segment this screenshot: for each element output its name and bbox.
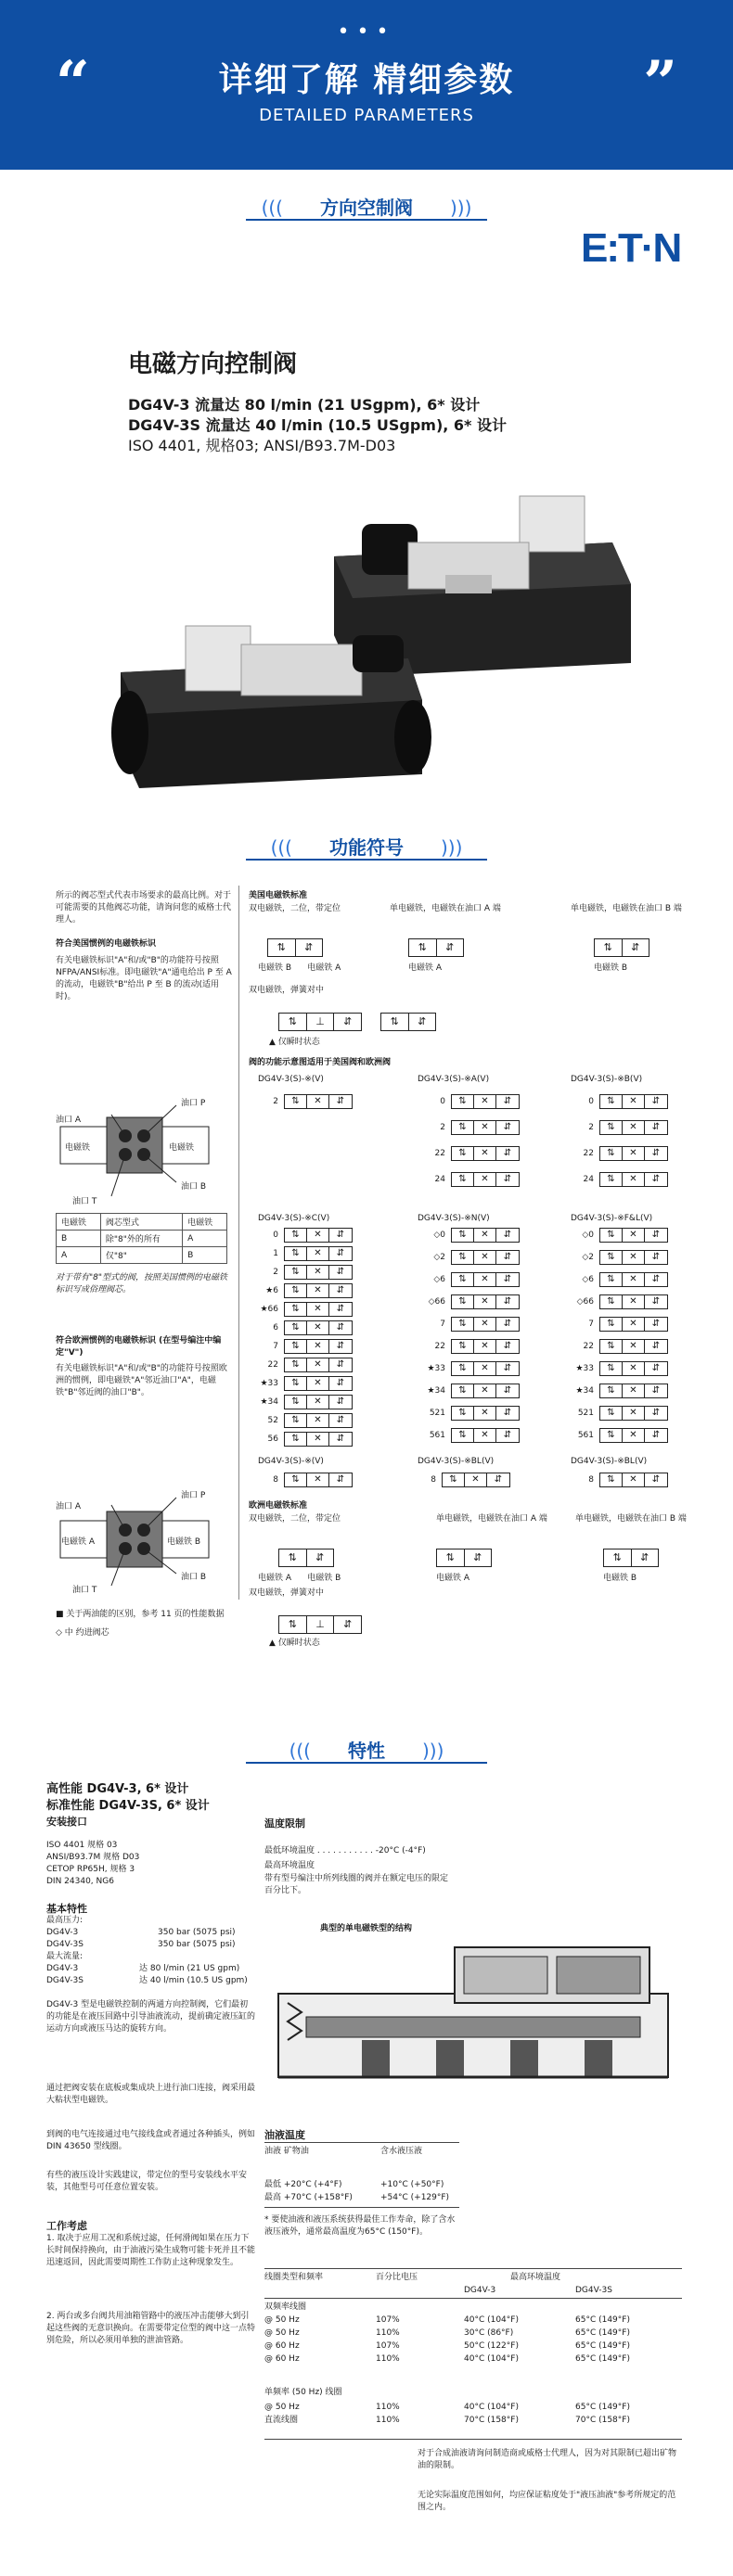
spool-symbol: ⇅ ✕ ⇵ — [451, 1146, 520, 1161]
std-3: CETOP RP65H, 规格 3 — [46, 1865, 135, 1874]
label-solenoid-2: 电磁铁 — [169, 1143, 195, 1153]
symbol-dual-spring-b: ⇅ ⇵ — [380, 1013, 436, 1031]
spool-row — [418, 1406, 520, 1421]
spool-code: 2 — [273, 1097, 278, 1106]
eu-dual-spring-label: 双电磁铁，弹簧对中 — [249, 1588, 325, 1598]
section-underline — [246, 219, 487, 221]
spool-symbol: ⇅ ✕ ⇵ — [599, 1339, 668, 1354]
spool-symbol: ⇅ ✕ ⇵ — [599, 1120, 668, 1135]
spool-symbol: ⇅ ✕ ⇵ — [284, 1320, 353, 1335]
coil-table-cell: 110% — [376, 2328, 400, 2338]
eu-single-a-sol: 电磁铁 A — [436, 1574, 470, 1583]
section-title-symbols: ((( 功能符号 ))) — [270, 836, 463, 859]
coil-table-cell: 70°C (158°F) — [575, 2416, 630, 2425]
coil-table-cell: 40°C (104°F) — [464, 2403, 519, 2412]
spool-row — [418, 1317, 520, 1332]
spool-code: ◇2 — [433, 1253, 445, 1262]
divider — [264, 2298, 682, 2299]
col-header-9: DG4V-3(S)-※BL(V) — [571, 1457, 648, 1466]
func-intro: 所示的阀芯型式代表市场要求的最高比例。对于可能需要的其他阀芯功能，请询问您的威格士代理人。 — [56, 891, 232, 925]
divider — [264, 2439, 682, 2440]
spool-code: ★34 — [260, 1397, 278, 1407]
coil-table-cell: 30°C (86°F) — [464, 2328, 514, 2338]
label-solenoid-1: 电磁铁 — [65, 1143, 91, 1153]
dual-spring-label: 双电磁铁，弹簧对中 — [249, 986, 325, 995]
col-header-2: DG4V-3(S)-※A(V) — [418, 1075, 490, 1084]
spool-code: 561 — [577, 1431, 594, 1440]
spool-symbol: ⇅ ✕ ⇵ — [451, 1384, 520, 1398]
divider — [264, 2268, 682, 2269]
spool-code: 521 — [429, 1409, 445, 1418]
flow-2-model: DG4V-3S — [46, 1976, 84, 1985]
spool-row — [566, 1428, 668, 1443]
pressure-2-value: 350 bar (5075 psi) — [158, 1940, 236, 1949]
cutaway-title: 典型的单电磁铁型的结构 — [320, 1924, 413, 1933]
spool-row — [566, 1361, 668, 1376]
spool-row — [251, 1228, 353, 1243]
eu-symbol-single-b: ⇅ ⇵ — [603, 1549, 659, 1567]
spool-row — [251, 1302, 353, 1317]
flow-2-value: 达 40 l/min (10.5 US gpm) — [139, 1976, 248, 1985]
oil-title: 油液温度 — [264, 2129, 305, 2141]
label-port-p: 油口 P — [181, 1491, 206, 1500]
max-flow-label: 最大流量: — [46, 1952, 84, 1961]
product-line-3: ISO 4401, 规格03; ANSI/B93.7M-D03 — [128, 437, 396, 454]
spool-symbol: ⇅ ✕ ⇵ — [284, 1228, 353, 1243]
dual-freq-label: 双频率线圈 — [264, 2302, 307, 2312]
desc-4: 有些的液压设计实践建议，带定位的型号安装线水平安装，其他型号可任意位置安装。 — [46, 2171, 248, 2192]
spool-symbol: ⇅ ✕ ⇵ — [442, 1473, 510, 1487]
label-port-p: 油口 P — [181, 1099, 206, 1108]
coil-table-cell: 40°C (104°F) — [464, 2354, 519, 2364]
coil-table-cell: 65°C (149°F) — [575, 2354, 630, 2364]
spool-row — [418, 1094, 520, 1109]
pressure-1-model: DG4V-3 — [46, 1928, 79, 1937]
col-header-8: DG4V-3(S)-※BL(V) — [418, 1457, 495, 1466]
spool-symbol: ⇅ ✕ ⇵ — [284, 1358, 353, 1372]
spool-code: 56 — [267, 1435, 278, 1444]
col-header-7: DG4V-3(S)-※(V) — [258, 1457, 324, 1466]
spool-row — [566, 1094, 668, 1109]
us-title: 符合美国惯例的电磁铁标识 — [56, 939, 157, 949]
product-photo — [93, 487, 649, 793]
symbol-single-a: ⇅ ⇵ — [408, 938, 464, 957]
eu-single-b-sol: 电磁铁 B — [603, 1574, 637, 1583]
label-port-b: 油口 B — [181, 1182, 207, 1192]
spool-row — [251, 1358, 353, 1372]
spool-row — [251, 1265, 353, 1280]
spool-row — [418, 1361, 520, 1376]
spool-code: ★33 — [575, 1364, 594, 1373]
spool-code: 0 — [273, 1231, 278, 1240]
spool-symbol: ⇅ ✕ ⇵ — [451, 1250, 520, 1265]
end-note-1: 对于合成油液请询问制造商或威格士代理人，因为对其限制已超出矿物油的限制。 — [418, 2449, 677, 2470]
spool-row — [251, 1094, 353, 1109]
coil-table-cell: 直流线圈 — [264, 2416, 299, 2425]
install-title: 安装接口 — [46, 1816, 87, 1828]
us-std-title: 美国电磁铁标准 — [249, 891, 308, 900]
std-1: ISO 4401 规格 03 — [46, 1841, 118, 1850]
work-1: 1. 取决于应用工况和系统过滤，任何滑阀如果在压力下长时间保持换向，由于油液污染生成物可能卡死并且不能迅速返回，因此需要周期性工作防止这种现象发生。 — [46, 2234, 256, 2267]
basic-title: 基本特性 — [46, 1903, 87, 1915]
oil-min: 最低 +20°C (+4°F) — [264, 2180, 342, 2189]
spool-symbol: ⇅ ✕ ⇵ — [284, 1413, 353, 1428]
oil-header-2: 含水液压液 — [380, 2147, 423, 2156]
spool-symbol: ⇅ ✕ ⇵ — [284, 1246, 353, 1261]
spool-row — [566, 1339, 668, 1354]
pct-header: 百分比电压 — [376, 2273, 418, 2282]
spool-row — [418, 1228, 520, 1243]
spool-code: ★34 — [575, 1386, 594, 1396]
spool-row — [418, 1339, 520, 1354]
dg4v3-header: DG4V-3 — [464, 2286, 496, 2295]
eu-single-b-label: 单电磁铁，电磁铁在油口 B 端 — [575, 1514, 687, 1524]
single-freq-label: 单频率 (50 Hz) 线圈 — [264, 2388, 342, 2397]
single-b-label: 单电磁铁，电磁铁在油口 B 端 — [571, 904, 682, 913]
spool-symbol: ⇅ ✕ ⇵ — [599, 1384, 668, 1398]
eu-std-title: 欧洲电磁铁标准 — [249, 1501, 308, 1511]
std-4: DIN 24340, NG6 — [46, 1877, 114, 1886]
spool-row — [251, 1246, 353, 1261]
spool-symbol: ⇅ ✕ ⇵ — [284, 1265, 353, 1280]
spool-symbol: ⇅ ✕ ⇵ — [451, 1228, 520, 1243]
spool-row — [418, 1428, 520, 1443]
max-ambient: 最高环境温度 — [264, 1861, 315, 1870]
eu-title: 符合欧洲惯例的电磁铁标识 (在型号编注中编定"V") — [56, 1336, 222, 1358]
product-line-2: DG4V-3S 流量达 40 l/min (10.5 USgpm), 6* 设计 — [128, 416, 507, 434]
spool-symbol: ⇅ ✕ ⇵ — [284, 1094, 353, 1109]
label-port-a: 油口 A — [56, 1116, 82, 1125]
spool-row — [251, 1432, 353, 1447]
spool-code: ◇6 — [433, 1275, 445, 1284]
eu-symbol-dual-spring: ⇅ ⊥ ⇵ — [278, 1615, 362, 1634]
eu-symbol-single-a: ⇅ ⇵ — [436, 1549, 492, 1567]
spool-symbol: ⇅ ✕ ⇵ — [451, 1120, 520, 1135]
desc-1: DG4V-3 型是电磁铁控制的两通方向控制阀，它们最初的功能是在液压回路中引导油液流动，提前确定液压缸的运动方向或液压马达的旋转方向。 — [46, 2000, 256, 2034]
label-solenoid-b: 电磁铁 B — [167, 1537, 201, 1547]
oil-min-2: +10°C (+50°F) — [380, 2180, 444, 2189]
spool-symbol: ⇅ ✕ ⇵ — [284, 1302, 353, 1317]
divider — [264, 2207, 459, 2208]
spool-note: 阀的功能示意图适用于美国阀和欧洲阀 — [249, 1058, 392, 1067]
section-title-valve: ((( 方向空制阀 ))) — [261, 197, 472, 219]
spool-symbol: ⇅ ✕ ⇵ — [451, 1172, 520, 1187]
spool-code: ◇0 — [582, 1231, 594, 1240]
spool-row — [251, 1473, 353, 1487]
spool-symbol: ⇅ ✕ ⇵ — [451, 1094, 520, 1109]
spool-code: ◇6 — [582, 1275, 594, 1284]
spool-code: 2 — [273, 1268, 278, 1277]
spool-row — [566, 1384, 668, 1398]
coil-table-cell: 65°C (149°F) — [575, 2403, 630, 2412]
spool-code: 2 — [440, 1123, 445, 1132]
note-ports: ■ 关于两油能的区别，参考 11 页的性能数据 — [56, 1610, 225, 1619]
spool-row — [251, 1395, 353, 1409]
quote-right-icon: ” — [643, 48, 677, 118]
spool-row — [566, 1146, 668, 1161]
work-2: 2. 两台或多台阀共用油箱管路中的液压冲击能够大到引起这些阀的无意识换向。在需要带定位型的阀中这一点特别危险，所以必须用单独的泄油管路。 — [46, 2312, 256, 2345]
spool-row — [566, 1317, 668, 1332]
spool-symbol: ⇅ ✕ ⇵ — [599, 1406, 668, 1421]
coil-table-cell: 65°C (149°F) — [575, 2315, 630, 2325]
single-a-sol-label: 电磁铁 A — [408, 963, 443, 973]
spool-row — [566, 1250, 668, 1265]
symbol-dual: ⇅ ⇵ — [267, 938, 323, 957]
spool-row — [566, 1120, 668, 1135]
spool-symbol: ⇅ ✕ ⇵ — [599, 1146, 668, 1161]
label-port-b: 油口 B — [181, 1573, 207, 1582]
spool-row — [251, 1283, 353, 1298]
col-header-6: DG4V-3(S)-※F&L(V) — [571, 1214, 653, 1223]
spool-symbol: ⇅ ✕ ⇵ — [451, 1406, 520, 1421]
coil-table-cell: 107% — [376, 2341, 400, 2351]
spool-code: 22 — [434, 1342, 445, 1351]
max-ambient-note: 带有型号编注中所列线圈的阀并在额定电压的限定百分比下。 — [264, 1874, 449, 1895]
desc-2: 通过把阀安装在底板或集成块上进行油口连接，阀采用最大粘状型电磁铁。 — [46, 2084, 256, 2105]
coil-table-cell: @ 50 Hz — [264, 2328, 300, 2338]
spool-row — [566, 1294, 668, 1309]
eu-symbol-dual: ⇅ ⇵ — [278, 1549, 334, 1567]
spool-row — [251, 1376, 353, 1391]
spool-row — [418, 1250, 520, 1265]
coil-table-cell: 110% — [376, 2416, 400, 2425]
spool-symbol: ⇅ ✕ ⇵ — [451, 1339, 520, 1354]
spool-row — [566, 1172, 668, 1187]
single-b-sol-label: 电磁铁 B — [594, 963, 628, 973]
coil-table-cell: 65°C (149°F) — [575, 2341, 630, 2351]
spool-code: 1 — [273, 1249, 278, 1258]
spool-code: ◇2 — [582, 1253, 594, 1262]
header-banner — [0, 0, 733, 170]
std-2: ANSI/B93.7M 规格 D03 — [46, 1853, 140, 1862]
coil-table-cell: 110% — [376, 2354, 400, 2364]
spool-symbol: ⇅ ✕ ⇵ — [284, 1376, 353, 1391]
flow-1-value: 达 80 l/min (21 US gpm) — [139, 1964, 240, 1973]
dual-label: 双电磁铁，二位，带定位 — [249, 904, 341, 913]
symbol-single-b: ⇅ ⇵ — [594, 938, 649, 957]
pressure-2-model: DG4V-3S — [46, 1940, 84, 1949]
spool-symbol: ⇅ ✕ ⇵ — [284, 1473, 353, 1487]
col-header-3: DG4V-3(S)-※B(V) — [571, 1075, 643, 1084]
spool-code: 24 — [434, 1175, 445, 1184]
eu-dual-label: 双电磁铁，二位，带定位 — [249, 1514, 341, 1524]
label-port-t: 油口 T — [72, 1586, 97, 1595]
spool-symbol: ⇅ ✕ ⇵ — [284, 1432, 353, 1447]
product-title: 电磁方向控制阀 — [128, 351, 298, 378]
coil-table-cell: 107% — [376, 2315, 400, 2325]
eu-dual-sol-labels: 电磁铁 A 电磁铁 B — [258, 1574, 341, 1583]
col-header-5: DG4V-3(S)-※N(V) — [418, 1214, 490, 1223]
spool-row — [566, 1228, 668, 1243]
spool-code: 6 — [273, 1323, 278, 1333]
spool-row — [566, 1406, 668, 1421]
spool-symbol: ⇅ ✕ ⇵ — [451, 1428, 520, 1443]
spool-symbol: ⇅ ✕ ⇵ — [284, 1339, 353, 1354]
section-underline — [246, 1762, 487, 1764]
max-pressure-label: 最高压力: — [46, 1916, 84, 1925]
end-note-2: 无论实际温度范围如何，均应保证粘度处于"液压油液"参考所规定的范围之内。 — [418, 2491, 676, 2512]
eu-text: 有关电磁铁标识"A"和/或"B"的功能符号按照欧洲的惯例，即电磁铁"A"邻近油口"A"，电磁铁"B"邻近阀的油口"B"。 — [56, 1364, 227, 1397]
divider — [264, 2142, 459, 2143]
spool-symbol: ⇅ ✕ ⇵ — [599, 1250, 668, 1265]
spool-symbol: ⇅ ✕ ⇵ — [451, 1361, 520, 1376]
dg4v3s-header: DG4V-3S — [575, 2286, 612, 2295]
spool-code: ★34 — [427, 1386, 445, 1396]
coil-table-cell: 50°C (122°F) — [464, 2341, 519, 2351]
col-header-1: DG4V-3(S)-※(V) — [258, 1075, 324, 1084]
spool-row — [418, 1172, 520, 1187]
coil-table-cell: @ 60 Hz — [264, 2341, 300, 2351]
spool-row — [418, 1146, 520, 1161]
valve-diagram-eu — [56, 1488, 241, 1595]
spool-code: 561 — [429, 1431, 445, 1440]
coil-table-cell: 110% — [376, 2403, 400, 2412]
coil-table-cell: @ 50 Hz — [264, 2315, 300, 2325]
coil-table-cell: 65°C (149°F) — [575, 2328, 630, 2338]
spool-code: 521 — [577, 1409, 594, 1418]
spool-row — [418, 1272, 520, 1287]
spool-row — [418, 1120, 520, 1135]
model-name-1: 高性能 DG4V-3, 6* 设计 — [46, 1782, 189, 1796]
spool-symbol: ⇅ ✕ ⇵ — [599, 1172, 668, 1187]
spool-row — [251, 1320, 353, 1335]
label-port-a: 油口 A — [56, 1502, 82, 1511]
spool-code: ★33 — [427, 1364, 445, 1373]
spool-symbol: ⇅ ✕ ⇵ — [599, 1317, 668, 1332]
header-dots: ••• — [337, 20, 396, 44]
spool-symbol: ⇅ ✕ ⇵ — [599, 1473, 668, 1487]
eu-single-a-label: 单电磁铁，电磁铁在油口 A 端 — [436, 1514, 547, 1524]
spool-code: ★33 — [260, 1379, 278, 1388]
spool-symbol: ⇅ ✕ ⇵ — [284, 1395, 353, 1409]
spool-code: 8 — [273, 1475, 278, 1485]
coil-table-cell: @ 60 Hz — [264, 2354, 300, 2364]
us-text: 有关电磁铁标识"A"和/或"B"的功能符号按照 NFPA/ANSI标准。即电磁铁"A"通电给出 P 至 A 的流动，电磁铁"B"给出 P 至 B 的流动(适用时)。 — [56, 956, 232, 1001]
dual-sol-labels: 电磁铁 B 电磁铁 A — [258, 963, 341, 973]
solenoid-table: 电磁铁 阀芯型式 电磁铁 B 除"8"外的所有 A A 仅"8" B — [56, 1213, 227, 1264]
spool-code: 22 — [583, 1342, 594, 1351]
coil-table-cell: 40°C (104°F) — [464, 2315, 519, 2325]
spool-code: 7 — [273, 1342, 278, 1351]
spool-code: 52 — [267, 1416, 278, 1425]
section-underline — [246, 859, 487, 861]
spool-symbol: ⇅ ✕ ⇵ — [284, 1283, 353, 1298]
eaton-logo — [581, 224, 720, 269]
spool-symbol: ⇅ ✕ ⇵ — [451, 1272, 520, 1287]
spool-code: ★66 — [260, 1305, 278, 1314]
spool-symbol: ⇅ ✕ ⇵ — [599, 1228, 668, 1243]
spool-code: 8 — [588, 1475, 594, 1485]
header-title: 详细了解 精细参数 — [218, 61, 515, 99]
spool-code: 22 — [267, 1360, 278, 1370]
spool-row — [251, 1339, 353, 1354]
spool-symbol: ⇅ ✕ ⇵ — [451, 1317, 520, 1332]
cutaway-drawing — [269, 1938, 677, 2105]
note-spool: ◇ 中 约进阀芯 — [56, 1628, 109, 1638]
product-line-1: DG4V-3 流量达 80 l/min (21 USgpm), 6* 设计 — [128, 396, 481, 414]
spool-code: ★6 — [265, 1286, 278, 1295]
spool-symbol: ⇅ ✕ ⇵ — [599, 1094, 668, 1109]
coil-type-header: 线圈类型和频率 — [264, 2273, 324, 2282]
spool-row — [418, 1294, 520, 1309]
single-a-label: 单电磁铁，电磁铁在油口 A 端 — [390, 904, 501, 913]
spool-code: 0 — [440, 1097, 445, 1106]
oil-header-1: 油液 矿物油 — [264, 2147, 309, 2156]
min-ambient: 最低环境温度 . . . . . . . . . . . -20°C (-4°F) — [264, 1846, 426, 1855]
arrow-note: ▲ 仅瞬时状态 — [269, 1038, 320, 1047]
note-us: 对于带有"8"型式的阀，按照美国惯例的电磁铁标识写成俗理阀芯。 — [56, 1273, 228, 1294]
pressure-1-value: 350 bar (5075 psi) — [158, 1928, 236, 1937]
spool-code: 7 — [440, 1320, 445, 1329]
desc-3: 到阀的电气连接通过电气接线盒或者通过各种插头，例如 DIN 43650 型线圈。 — [46, 2130, 256, 2151]
spool-symbol: ⇅ ✕ ⇵ — [599, 1294, 668, 1309]
coil-table-cell: @ 50 Hz — [264, 2403, 300, 2412]
spool-code: 24 — [583, 1175, 594, 1184]
spool-row — [418, 1384, 520, 1398]
spool-code: 22 — [583, 1149, 594, 1158]
oil-max: 最高 +70°C (+158°F) — [264, 2193, 353, 2202]
spool-symbol: ⇅ ✕ ⇵ — [599, 1428, 668, 1443]
spool-symbol: ⇅ ✕ ⇵ — [599, 1361, 668, 1376]
symbol-dual-spring: ⇅ ⊥ ⇵ — [278, 1013, 362, 1031]
col-header-4: DG4V-3(S)-※C(V) — [258, 1214, 330, 1223]
label-port-t: 油口 T — [72, 1197, 97, 1206]
header-subtitle: DETAILED PARAMETERS — [259, 106, 474, 125]
work-title: 工作考虑 — [46, 2220, 87, 2232]
label-solenoid-a: 电磁铁 A — [61, 1537, 96, 1547]
eaton-logo-text: E:T·N — [581, 225, 681, 269]
spool-row — [251, 1413, 353, 1428]
spool-code: 7 — [588, 1320, 594, 1329]
valve-diagram-us — [56, 1094, 241, 1205]
spool-code: ◇66 — [428, 1297, 445, 1307]
eu-arrow-note: ▲ 仅瞬时状态 — [269, 1639, 320, 1648]
spool-code: 8 — [431, 1475, 436, 1485]
oil-max-2: +54°C (+129°F) — [380, 2193, 450, 2202]
quote-left-icon: “ — [56, 48, 90, 118]
spool-code: ◇66 — [576, 1297, 594, 1307]
section-title-features: ((( 特性 ))) — [289, 1740, 444, 1762]
spool-code: 0 — [588, 1097, 594, 1106]
spool-symbol: ⇅ ✕ ⇵ — [451, 1294, 520, 1309]
temp-title: 温度限制 — [264, 1817, 305, 1830]
spool-row — [566, 1272, 668, 1287]
spool-row — [408, 1473, 510, 1487]
coil-table-cell: 70°C (158°F) — [464, 2416, 519, 2425]
spool-code: ◇0 — [433, 1231, 445, 1240]
spool-code: 2 — [588, 1123, 594, 1132]
max-ambient-header: 最高环境温度 — [510, 2273, 561, 2282]
spool-symbol: ⇅ ✕ ⇵ — [599, 1272, 668, 1287]
model-name-2: 标准性能 DG4V-3S, 6* 设计 — [46, 1799, 210, 1813]
oil-note: * 要使油液和液压系统获得最佳工作寿命，除了含水液压液外，通常最高温度为65°C (150°F)。 — [264, 2215, 456, 2237]
spool-code: 22 — [434, 1149, 445, 1158]
spool-row — [566, 1473, 668, 1487]
flow-1-model: DG4V-3 — [46, 1964, 79, 1973]
